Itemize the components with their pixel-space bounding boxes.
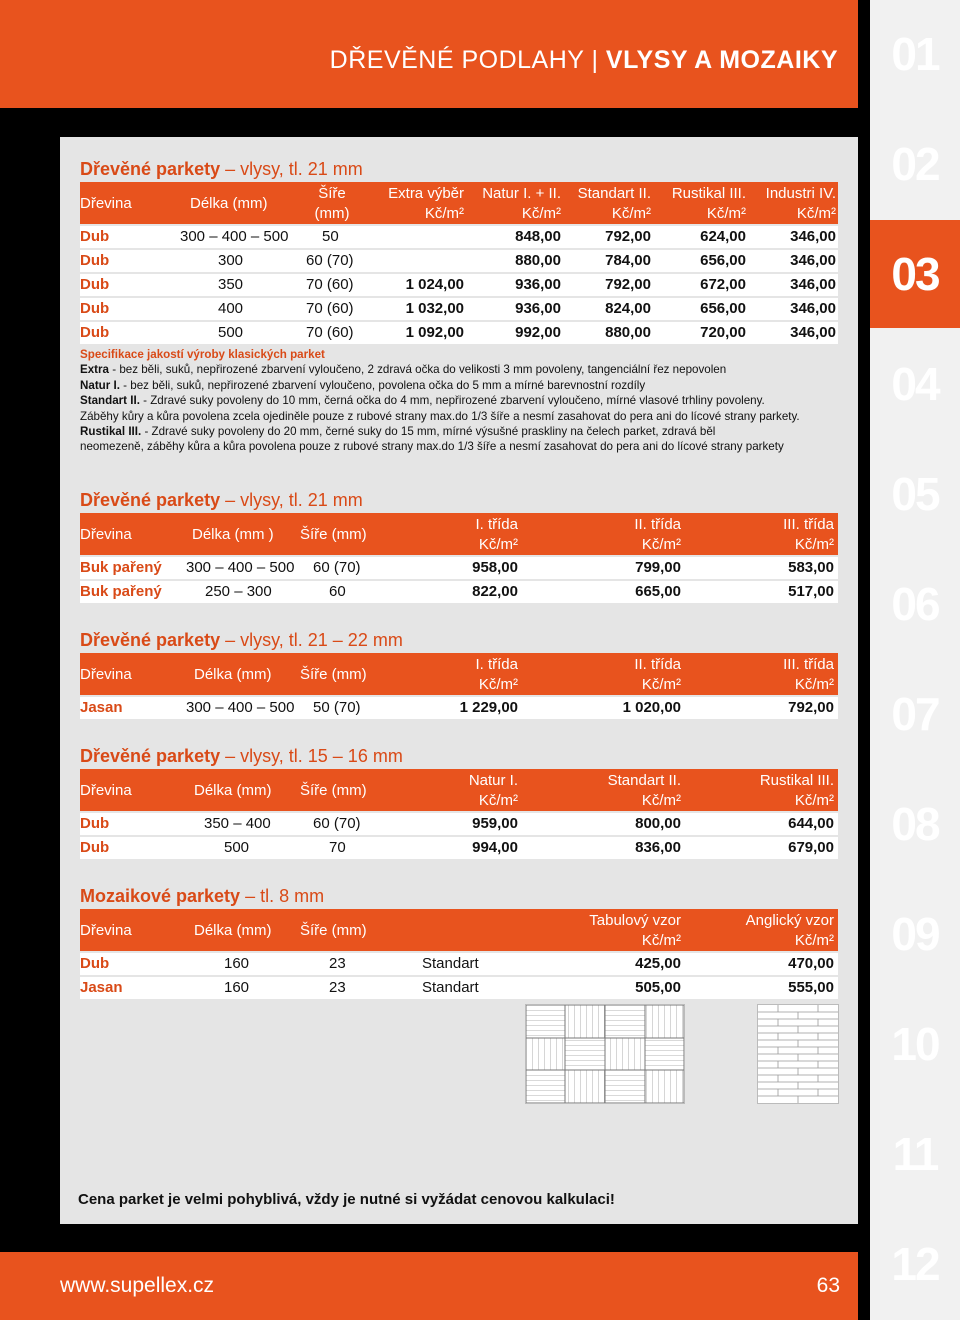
cell-drevina: Dub [80,839,110,856]
page-title [330,46,838,75]
cell-sire: 50 [322,228,339,245]
spec-line-text: Záběhy kůry a kůra povolena zcela ojediněle pouze z rubové strany max.do 1/3 šíře a nesmí zasahovat do pera ani do lícové strany parkety. [80,409,800,423]
section-title-4 [80,746,403,767]
cell-natur: 936,00 [515,300,561,317]
title-light: DŘEVĚNÉ PODLAHY | [329,46,606,74]
chapter-tab-02[interactable]: 02 [891,138,939,190]
spec-line-text: - Zdravé suky povoleny do 10 mm, černá očka do 4 mm, nepřirozené zbarvení vyloučeno, mírné vlasové trhliny povoleny. [139,394,765,408]
cell-natur: 936,00 [515,276,561,293]
table3-header [80,653,838,695]
section-title-bold: Dřevěné parkety [80,159,221,179]
header-class-3-unit: Kč/m² [794,792,834,809]
header-sire-unit: (mm) [314,205,350,222]
cell-class-3: 644,00 [788,815,834,832]
section-title-bold: Mozaikové parkety [80,886,241,906]
header-class-2-unit: Kč/m² [641,536,681,553]
cell-delka: 400 [218,300,244,317]
table-row [80,697,838,719]
cell-drevina: Buk pařený [80,583,162,600]
chapter-tab-03[interactable]: 03 [870,220,960,328]
cell-extra: 1 092,00 [405,324,464,341]
cell-tabulovy: 425,00 [635,955,681,972]
chapter-tab-05[interactable]: 05 [891,468,939,520]
header-natur: Natur I. + II. [482,185,561,202]
section-title-bold: Dřevěné parkety [80,746,221,766]
section-title-bold: Dřevěné parkety [80,630,221,650]
cell-drevina: Buk pařený [80,559,162,576]
cell-drevina: Jasan [80,699,123,716]
cell-class-3: 583,00 [788,559,834,576]
header-class-2: II. třída [634,656,681,673]
cell-delka: 300 – 400 – 500 [186,699,295,716]
header-industri: Industri IV. [765,185,836,202]
header-class-2: Standart II. [607,772,681,789]
cell-natur: 880,00 [515,252,561,269]
chapter-tab-07[interactable]: 07 [891,688,939,740]
spec-line [80,393,840,408]
header-class-1: I. třída [475,656,518,673]
header-rustikal-unit: Kč/m² [706,205,746,222]
header-class-2: II. třída [634,516,681,533]
page-number: 63 [816,1274,840,1297]
cell-sire: 60 [329,583,346,600]
header-delka: Délka (mm) [194,782,272,799]
cell-class-2: 665,00 [635,583,681,600]
header-natur-unit: Kč/m² [521,205,561,222]
header-sire: Šíře [318,185,346,202]
chapter-tab-04[interactable]: 04 [891,358,939,410]
header-anglicky: Anglický vzor [745,912,834,929]
cell-tabulovy: 505,00 [635,979,681,996]
anglicky-pattern-image [757,1004,839,1104]
cell-drevina: Dub [80,955,110,972]
header-sire: Šíře (mm) [300,922,367,939]
table4-header [80,769,838,811]
cell-industri: 346,00 [790,276,836,293]
table-row [80,953,838,975]
header-drevina: Dřevina [80,782,132,799]
cell-standart: 824,00 [605,300,651,317]
header-delka: Délka (mm) [190,195,268,212]
cell-delka: 300 – 400 – 500 [180,228,289,245]
header-extra-unit: Kč/m² [424,205,464,222]
header-class-2-unit: Kč/m² [641,676,681,693]
header-drevina: Dřevina [80,922,132,939]
spec-line-text: neomezeně, záběhy kůra a kůra povolena pouze z rubové strany max.do 1/3 šíře a nesmí zasahovat do pera ani do lícové strany parkety [80,440,784,454]
cell-class-3: 679,00 [788,839,834,856]
cell-drevina: Jasan [80,979,123,996]
cell-industri: 346,00 [790,324,836,341]
cell-drevina: Dub [80,815,110,832]
cell-class-2: 836,00 [635,839,681,856]
cell-drevina: Dub [80,276,110,293]
cell-class-2: 799,00 [635,559,681,576]
header-class-1: I. třída [475,516,518,533]
table1-header [80,182,838,224]
spec-heading: Specifikace jakostí výroby klasických parket [80,348,325,361]
section-title-light: – vlysy, tl. 15 – 16 mm [220,746,403,766]
table-row [80,837,838,859]
cell-standart: 792,00 [605,228,651,245]
cell-drevina: Dub [80,228,110,245]
cell-drevina: Dub [80,324,110,341]
cell-delka: 160 [224,955,250,972]
spec-line [80,409,840,424]
header-tabulovy: Tabulový vzor [589,912,681,929]
table5-header [80,909,838,951]
header-drevina: Dřevina [80,195,132,212]
header-rustikal: Rustikal III. [671,185,746,202]
section-title-light: – vlysy, tl. 21 – 22 mm [220,630,403,650]
header-class-1-unit: Kč/m² [478,536,518,553]
header-drevina: Dřevina [80,526,132,543]
table-row [80,557,838,579]
cell-sire: 23 [329,979,346,996]
page-footer [0,1252,858,1320]
header-delka: Délka (mm) [194,666,272,683]
cell-sire: 60 (70) [313,559,361,576]
spec-line [80,424,840,439]
cell-standart: 784,00 [605,252,651,269]
cell-industri: 346,00 [790,252,836,269]
spec-line [80,439,840,454]
header-sire: Šíře (mm) [300,526,367,543]
cell-extra: 1 024,00 [405,276,464,293]
english-bond-pattern [758,1005,838,1103]
chapter-tab-11[interactable]: 11 [892,1128,938,1180]
cell-delka: 250 – 300 [205,583,272,600]
header-class-3: III. třída [783,516,834,533]
table-row [80,298,838,320]
cell-sire: 60 (70) [306,252,354,269]
cell-class-1: 994,00 [472,839,518,856]
header-anglicky-unit: Kč/m² [794,932,834,949]
header-class-3: Rustikal III. [759,772,834,789]
table-row [80,977,838,999]
section-title-2 [80,490,363,511]
header-sire: Šíře (mm) [300,666,367,683]
cell-drevina: Dub [80,252,110,269]
cell-rustikal: 656,00 [700,300,746,317]
page-header [0,0,858,108]
cell-sire: 70 (60) [306,324,354,341]
cell-class-1: 958,00 [472,559,518,576]
cell-sire: 50 (70) [313,699,361,716]
title-bold: VLYSY A MOZAIKY [605,46,838,74]
cell-class-3: 517,00 [788,583,834,600]
chapter-tab-01[interactable]: 01 [891,28,939,80]
spec-line [80,362,840,377]
spec-line-text: - Zdravé suky povoleny do 20 mm, černé suky do 15 mm, mírné výsušné praskliny na čelech parket, zdravá běl [141,425,716,439]
table-row [80,813,838,835]
spec-line-text: - bez běli, suků, nepřirozené zbarvení vyloučeno, 2 zdravá očka do velikosti 3 mm povoleny, tangenciální řez nepovolen [109,363,727,377]
spec-line-text: - bez běli, suků, nepřirozené zbarvení vyloučeno, povolena očka do 5 mm a mírné barevnostní rozdíly [119,378,646,392]
cell-rustikal: 624,00 [700,228,746,245]
cell-industri: 346,00 [790,300,836,317]
header-class-1-unit: Kč/m² [478,676,518,693]
section-title-5 [80,886,324,907]
chapter-tab-08[interactable]: 08 [891,798,939,850]
cell-delka: 500 [218,324,244,341]
cell-natur: 848,00 [515,228,561,245]
cell-delka: 160 [224,979,250,996]
header-class-3: III. třída [783,656,834,673]
website-link[interactable]: www.supellex.cz [60,1274,215,1297]
cell-class-1: 1 229,00 [459,699,518,716]
cell-delka: 300 – 400 – 500 [186,559,295,576]
section-title-light: – vlysy, tl. 21 mm [220,490,363,510]
price-note: Cena parket je velmi pohyblivá, vždy je nutné si vyžádat cenovou kalkulaci! [78,1191,615,1208]
cell-drevina: Dub [80,300,110,317]
header-standart: Standart II. [577,185,651,202]
chapter-tab-06[interactable]: 06 [891,578,939,630]
cell-natur: 992,00 [515,324,561,341]
header-extra: Extra výběr [388,185,464,202]
cell-industri: 346,00 [790,228,836,245]
cell-delka: 350 – 400 [204,815,271,832]
spec-line-label: Rustikal III. [80,425,142,439]
cell-anglicky: 555,00 [788,979,834,996]
spec-line-label: Standart II. [80,394,140,408]
chapter-tab-12[interactable]: 12 [891,1238,939,1290]
chapter-tab-09[interactable]: 09 [891,908,939,960]
cell-kvalita: Standart [422,955,479,972]
cell-class-2: 800,00 [635,815,681,832]
header-class-3-unit: Kč/m² [794,676,834,693]
section-title-light: – tl. 8 mm [240,886,325,906]
cell-class-2: 1 020,00 [622,699,681,716]
header-class-3-unit: Kč/m² [794,536,834,553]
spec-line-label: Extra [80,363,110,377]
chapter-tab-10[interactable]: 10 [891,1018,939,1070]
cell-rustikal: 672,00 [700,276,746,293]
table-row [80,226,838,248]
header-class-1: Natur I. [468,772,518,789]
cell-kvalita: Standart [422,979,479,996]
cell-standart: 880,00 [605,324,651,341]
header-delka: Délka (mm ) [192,526,274,543]
table2-header [80,513,838,555]
quality-specification [80,347,840,455]
header-tabulovy-unit: Kč/m² [641,932,681,949]
cell-delka: 350 [218,276,244,293]
basket-weave-pattern [526,1005,684,1103]
cell-sire: 70 [329,839,346,856]
table-row [80,250,838,272]
section-title-light: – vlysy, tl. 21 mm [220,159,363,179]
cell-rustikal: 720,00 [700,324,746,341]
section-title-3 [80,630,403,651]
section-title-1 [80,159,363,180]
header-sire: Šíře (mm) [300,782,367,799]
chapter-sidebar [870,0,960,1320]
cell-standart: 792,00 [605,276,651,293]
spec-line-label: Natur I. [80,378,120,392]
cell-class-3: 792,00 [788,699,834,716]
table-row [80,274,838,296]
header-drevina: Dřevina [80,666,132,683]
cell-extra: 1 032,00 [405,300,464,317]
cell-anglicky: 470,00 [788,955,834,972]
cell-class-1: 822,00 [472,583,518,600]
cell-sire: 23 [329,955,346,972]
cell-class-1: 959,00 [472,815,518,832]
cell-rustikal: 656,00 [700,252,746,269]
header-standart-unit: Kč/m² [611,205,651,222]
header-delka: Délka (mm) [194,922,272,939]
cell-sire: 70 (60) [306,276,354,293]
header-class-1-unit: Kč/m² [478,792,518,809]
section-title-bold: Dřevěné parkety [80,490,221,510]
cell-sire: 60 (70) [313,815,361,832]
spec-line [80,378,840,393]
table-row [80,581,838,603]
header-industri-unit: Kč/m² [796,205,836,222]
header-class-2-unit: Kč/m² [641,792,681,809]
cell-sire: 70 (60) [306,300,354,317]
cell-delka: 500 [224,839,250,856]
table-row [80,322,838,344]
tabulovy-pattern-image [525,1004,685,1104]
cell-delka: 300 [218,252,244,269]
